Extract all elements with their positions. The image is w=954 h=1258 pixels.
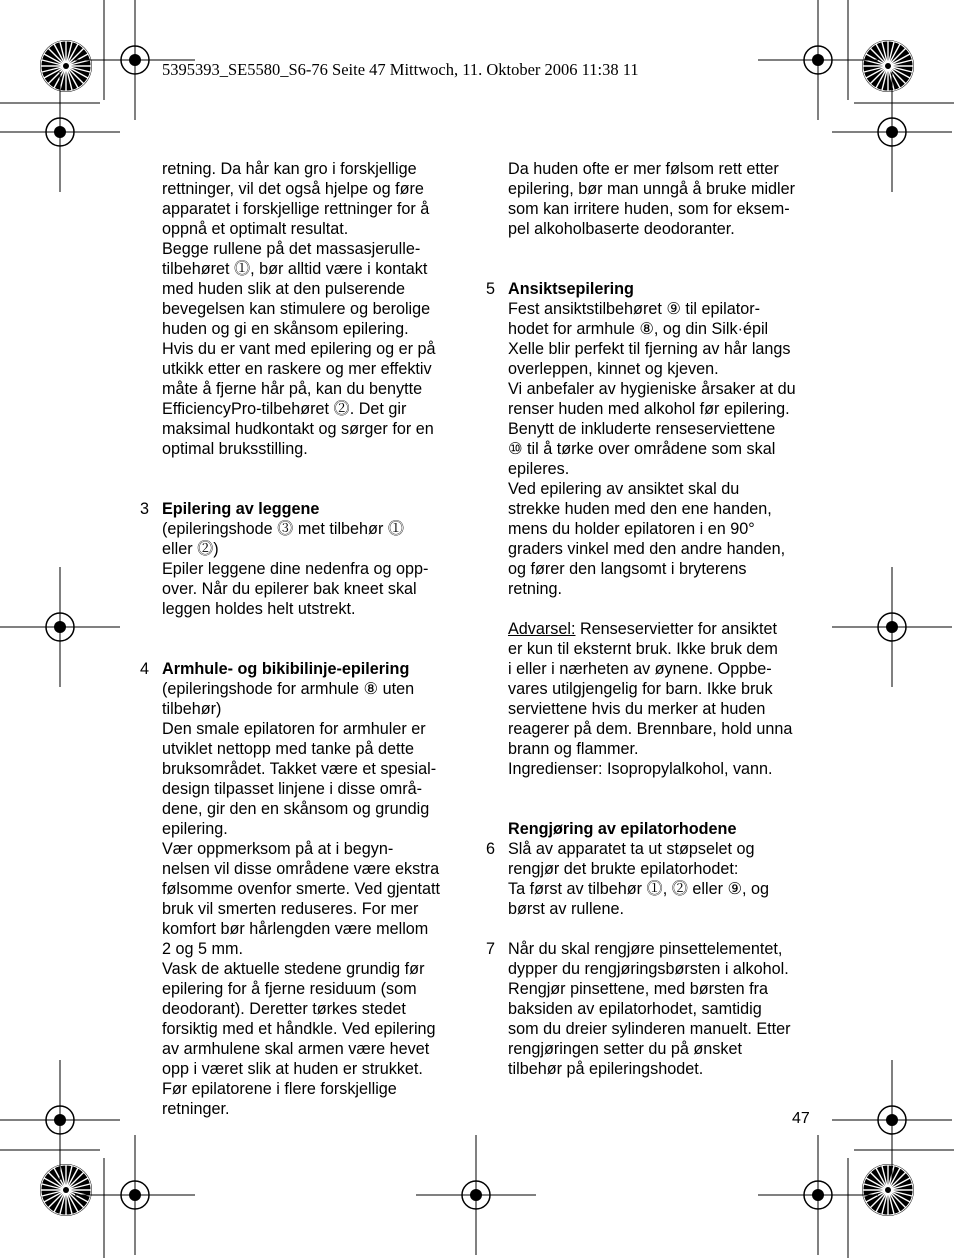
section-body: (epileringshode ⓷ met tilbehør ⓵ eller ⓶) Epiler leggene dine nedenfra og opp- over. Når du epilerer bak kneet skal leggen holdes helt utstrekt. — [162, 520, 429, 618]
print-slug: 5395393_SE5580_S6-76 Seite 47 Mittwoch, 11. Oktober 2006 11:38 11 — [162, 60, 639, 79]
page-number: 47 — [792, 1110, 810, 1127]
step-text: Når du skal rengjøre pinsettelementet, dypper du rengjøringsbørsten i alkohol. Rengjør pinsettene, med børsten fra baksiden av epilatorhodet, samtidig som du dreier sylinderen manuelt. Etter rengjøringen setter du på ønsket tilbehør på epileringshodet. — [508, 940, 791, 1078]
warning-paragraph — [508, 619, 818, 779]
step-6 — [486, 839, 818, 919]
right-intro-paragraph: Da huden ofte er mer følsom rett etter epilering, bør man unngå å bruke midler som kan irritere huden, som for eksem- pel alkoholbaserte deodoranter. — [508, 160, 796, 238]
step-number: 6 — [486, 840, 496, 858]
left-intro-paragraph: retning. Da hår kan gro i forskjellige rettninger, vil det også hjelpe og føre apparatet i forskjellige rettninger for å oppnå et optimalt resultat. Begge rullene på det massasjerulle- tilbehøret ⓵, bør alltid være i kontakt med huden slik at den pulserende bevegelsen kan stimulere og berolige huden og gi en skånsom epilering. Hvis du er vant med epilering og er på utkikk etter en raskere og mer effektiv måte å fjerne hår på, kan du benytte EfficiencyPro-tilbehøret ⓶. Det gir maksimal hudkontakt og sørger for en optimal bruksstilling. — [162, 160, 436, 458]
section-number: 4 — [140, 660, 150, 678]
section-number: 5 — [486, 280, 496, 298]
left-column — [140, 159, 467, 1119]
warning-text: Renseservietter for ansiktet er kun til eksternt bruk. Ikke bruk dem i eller i nærheten av øynene. Oppbe- vares utilgjengelig for barn. Ikke bruk serviettene hvis du merker at huden reagerer på dem. Brennbare, hold unna brann og flammer. Ingredienser: Isopropylalkohol, vann. — [508, 620, 793, 778]
step-7 — [486, 939, 818, 1079]
section-5 — [486, 279, 818, 599]
step-text: Slå av apparatet ta ut støpselet og rengjør det brukte epilatorhodet: Ta først av tilbehør ⓵, ⓶ eller ⑨, og børst av rullene. — [508, 840, 769, 918]
section-body: Fest ansiktstilbehøret ⑨ til epilator- hodet for armhule ⑧, og din Silk·épil Xelle blir perfekt til fjerning av hår langs overleppen, kinnet og kjeven. Vi anbefaler av hygieniske årsaker at du renser huden med alkohol før epilering. Benytt de inkluderte renseserviettene ⑩ til å tørke over områdene som skal epileres. Ved epilering av ansiktet skal du strekke huden med den ene handen, mens du holder epilatoren i en 90° graders vinkel med den andre handen, og fører den langsomt i bryterens retning. — [508, 300, 796, 598]
section-title: Epilering av leggene — [162, 500, 320, 518]
section-body: (epileringshode for armhule ⑧ uten tilbehør) Den smale epilatoren for armhuler er utviklet nettopp med tanke på dette bruksområdet. Takket være et spesial- design tilpasset linjene i disse områ- dene, gir den en skånsom og grundig epilering. Vær oppmerksom på at i begyn- nelsen vil disse områdene være ekstra følsomme ovenfor smerte. Ved gjentatt bruk vil smerten reduseres. For mer komfort bør hårlengden være mellom 2 og 5 mm. Vask de aktuelle stedene grundig før epilering for å fjerne residuum (som deodorant). Deretter tørkes stedet forsiktig med et håndkle. Ved epilering av armhulene skal armen være hevet opp i været slik at huden er strukket. Før epilatorene i flere forskjellige retninger. — [162, 680, 441, 1118]
cleaning-section — [486, 819, 818, 1079]
section-title: Armhule- og bikibilinje-epilering — [162, 660, 410, 678]
section-4 — [140, 659, 467, 1119]
step-number: 7 — [486, 940, 496, 958]
section-number: 3 — [140, 500, 150, 518]
section-title: Ansiktsepilering — [508, 280, 634, 298]
section-3 — [140, 499, 467, 619]
right-column — [486, 159, 818, 1079]
section-title: Rengjøring av epilatorhodene — [508, 820, 737, 838]
warning-label: Advarsel: — [508, 620, 576, 638]
